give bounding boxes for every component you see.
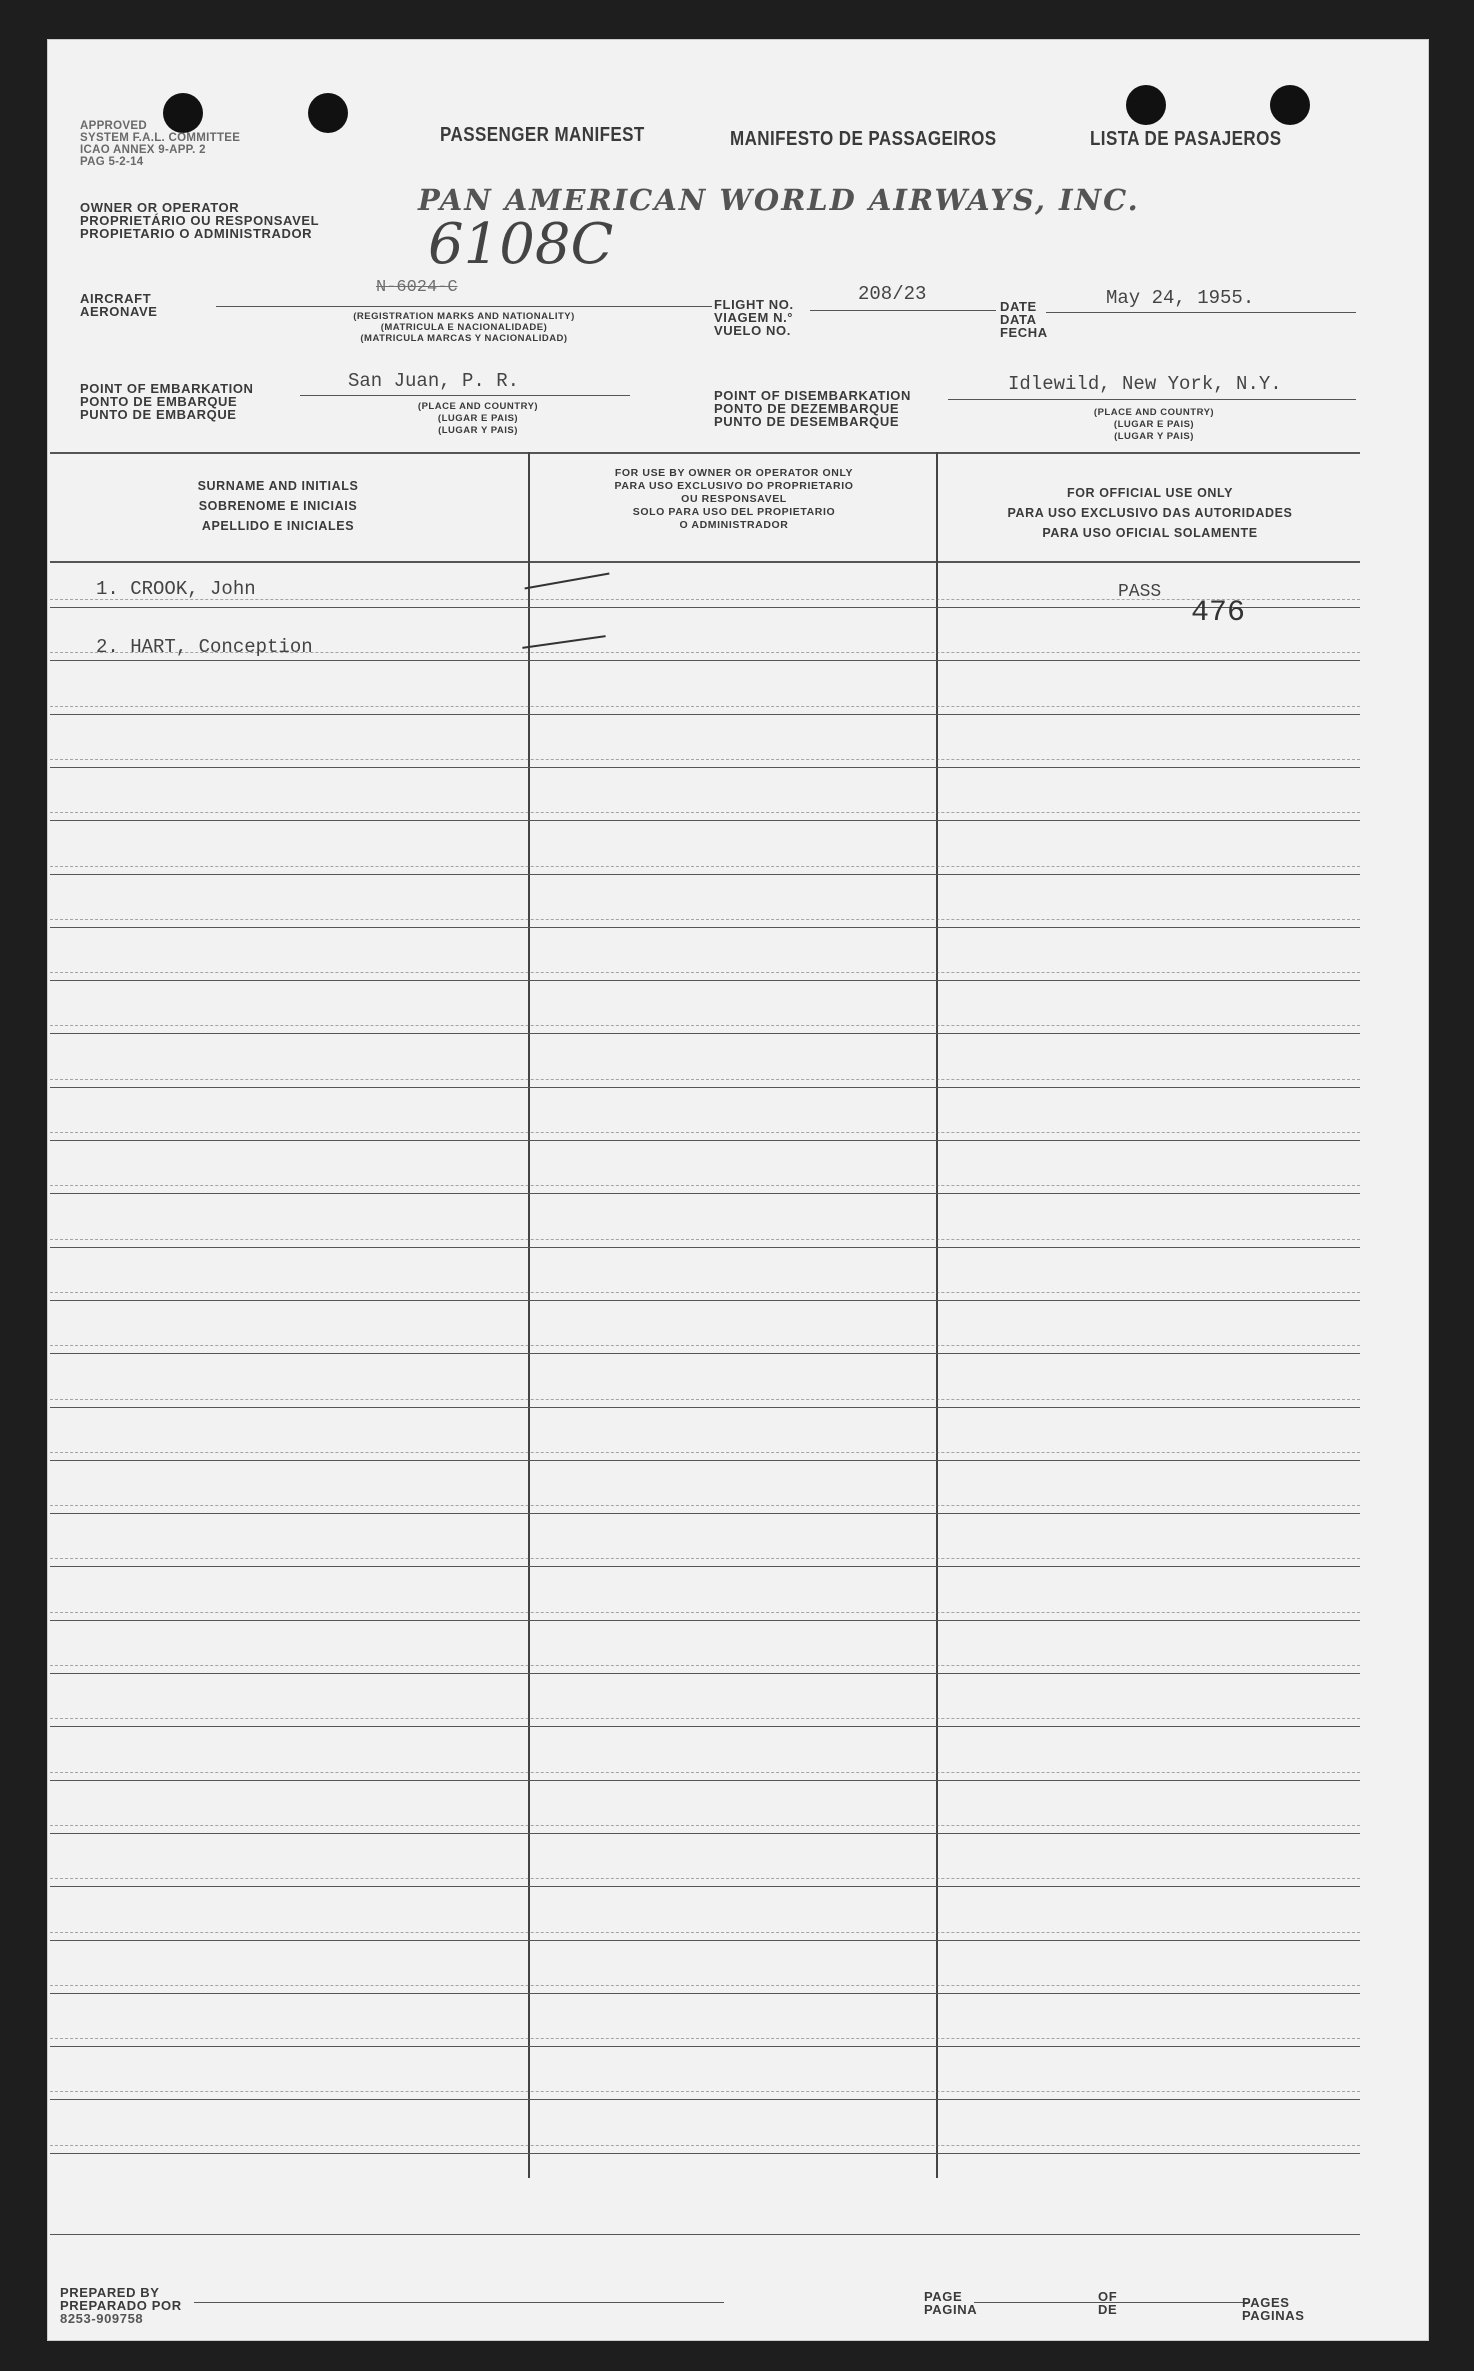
- footer-rule: [50, 2234, 1360, 2235]
- row-subrule: [50, 812, 1360, 813]
- row-subrule: [50, 1399, 1360, 1400]
- row-subrule: [50, 1079, 1360, 1080]
- title-spanish: LISTA DE PASAJEROS: [1090, 128, 1282, 150]
- owner-label-en: OWNER OR OPERATOR: [80, 200, 240, 215]
- flight-label-es: VUELO NO.: [714, 323, 791, 338]
- flight-value: 208/23: [858, 283, 927, 305]
- row-rule: [50, 1140, 1360, 1141]
- passenger-entry-1: 1. CROOK, John: [96, 578, 256, 600]
- row-rule: [50, 607, 1360, 608]
- row-rule: [50, 1247, 1360, 1248]
- aircraft-typed-value: N-6024-C: [376, 278, 458, 297]
- col1-header-pt: SOBRENOME E INICIAIS: [198, 499, 358, 513]
- row-subrule: [50, 1185, 1360, 1186]
- row-rule: [50, 927, 1360, 928]
- title-portuguese: MANIFESTO DE PASSAGEIROS: [730, 128, 997, 150]
- row-rule: [50, 1460, 1360, 1461]
- embarkation-label-en: POINT OF EMBARKATION: [80, 381, 254, 396]
- row-rule: [50, 2046, 1360, 2047]
- aircraft-sub-2: (MATRICULA E NACIONALIDADE): [380, 322, 548, 333]
- aircraft-sub-3: (MATRICULA MARCAS Y NACIONALIDAD): [360, 333, 568, 344]
- row-rule: [50, 2099, 1360, 2100]
- row-rule: [50, 714, 1360, 715]
- row-subrule: [50, 1292, 1360, 1293]
- row-subrule: [50, 1985, 1360, 1986]
- owner-label-pt: PROPRIETÁRIO OU RESPONSAVEL: [80, 213, 320, 228]
- page-label-en: PAGE: [924, 2289, 963, 2304]
- row-rule: [50, 1353, 1360, 1354]
- row-subrule: [50, 2091, 1360, 2092]
- row-rule: [50, 1033, 1360, 1034]
- owner-label-es: PROPIETARIO O ADMINISTRADOR: [80, 226, 313, 241]
- prepared-label-en: PREPARED BY: [60, 2285, 160, 2300]
- row-subrule: [50, 1025, 1360, 1026]
- disembarkation-value: Idlewild, New York, N.Y.: [1008, 373, 1282, 395]
- row-subrule: [50, 1505, 1360, 1506]
- check-mark-2: [522, 635, 605, 649]
- table-top-rule: [50, 452, 1360, 454]
- embarkation-sub-2: (LUGAR E PAIS): [437, 413, 519, 424]
- col1-header-en: SURNAME AND INITIALS: [197, 479, 359, 493]
- prepared-rule: [194, 2302, 724, 2303]
- aircraft-rule: [216, 306, 712, 307]
- row-subrule: [50, 919, 1360, 920]
- row-subrule: [50, 2038, 1360, 2039]
- disembarkation-label-en: POINT OF DISEMBARKATION: [714, 388, 911, 403]
- row-subrule: [50, 1932, 1360, 1933]
- date-label-es: FECHA: [1000, 325, 1048, 340]
- of-label-es: DE: [1098, 2302, 1118, 2317]
- form-number: 8253-909758: [60, 2311, 144, 2326]
- row-rule: [50, 660, 1360, 661]
- column-divider-1: [528, 452, 530, 2178]
- embarkation-rule: [300, 395, 630, 396]
- row-subrule: [50, 1132, 1360, 1133]
- row-rule: [50, 767, 1360, 768]
- manifest-sheet: [48, 40, 1428, 2340]
- punch-hole-right-2: [1270, 85, 1310, 125]
- col2-header-en: FOR USE BY OWNER OR OPERATOR ONLY: [614, 467, 854, 479]
- row-rule: [50, 2153, 1360, 2154]
- column-divider-2: [936, 452, 938, 2178]
- pages-label-es: PAGINAS: [1242, 2308, 1305, 2323]
- punch-hole-left-2: [308, 93, 348, 133]
- row-subrule: [50, 706, 1360, 707]
- row-subrule: [50, 2145, 1360, 2146]
- check-mark-1: [524, 573, 609, 590]
- disembarkation-sub-3: (LUGAR Y PAIS): [1114, 431, 1194, 442]
- col2-header-es2: O ADMINISTRADOR: [679, 519, 789, 531]
- aircraft-handwritten-value: 6108C: [428, 212, 614, 277]
- official-stamp: PASS: [1118, 582, 1162, 602]
- header-bottom-rule: [50, 561, 1360, 563]
- row-subrule: [50, 1878, 1360, 1879]
- row-subrule: [50, 1665, 1360, 1666]
- punch-hole-left-1: [163, 93, 203, 133]
- embarkation-sub-3: (LUGAR Y PAIS): [438, 425, 518, 436]
- embarkation-value: San Juan, P. R.: [348, 370, 520, 392]
- row-subrule: [50, 1612, 1360, 1613]
- disembarkation-sub-1: (PLACE AND COUNTRY): [1093, 407, 1215, 418]
- row-rule: [50, 874, 1360, 875]
- row-subrule: [50, 1718, 1360, 1719]
- row-rule: [50, 1886, 1360, 1887]
- disembarkation-label-es: PUNTO DE DESEMBARQUE: [714, 414, 900, 429]
- disembarkation-label-pt: PONTO DE DEZEMBARQUE: [714, 401, 900, 416]
- row-rule: [50, 1513, 1360, 1514]
- embarkation-sub-1: (PLACE AND COUNTRY): [417, 401, 539, 412]
- date-label-en: DATE: [1000, 299, 1037, 314]
- embarkation-label-pt: PONTO DE EMBARQUE: [80, 394, 238, 409]
- col2-header-pt: PARA USO EXCLUSIVO DO PROPRIETARIO: [614, 480, 854, 492]
- row-subrule: [50, 1558, 1360, 1559]
- row-rule: [50, 1673, 1360, 1674]
- row-subrule: [50, 1825, 1360, 1826]
- col3-header-en: FOR OFFICIAL USE ONLY: [1066, 486, 1234, 500]
- row-rule: [50, 1087, 1360, 1088]
- row-rule: [50, 1833, 1360, 1834]
- of-rule: [1130, 2302, 1250, 2303]
- row-rule: [50, 980, 1360, 981]
- col3-header-pt: PARA USO EXCLUSIVO DAS AUTORIDADES: [1007, 506, 1293, 520]
- row-rule: [50, 1300, 1360, 1301]
- official-number: 476: [1191, 596, 1246, 630]
- approval-line-3: ICAO ANNEX 9-APP. 2: [80, 144, 206, 156]
- row-subrule: [50, 866, 1360, 867]
- punch-hole-right-1: [1126, 85, 1166, 125]
- row-rule: [50, 1726, 1360, 1727]
- row-rule: [50, 1566, 1360, 1567]
- row-rule: [50, 1620, 1360, 1621]
- aircraft-label-en: AIRCRAFT: [80, 291, 152, 306]
- row-rule: [50, 1993, 1360, 1994]
- disembarkation-rule: [948, 399, 1356, 400]
- row-subrule: [50, 1772, 1360, 1773]
- date-rule: [1046, 312, 1356, 313]
- pages-label-en: PAGES: [1242, 2295, 1290, 2310]
- disembarkation-sub-2: (LUGAR E PAIS): [1113, 419, 1195, 430]
- flight-label-pt: VIAGEM N.°: [714, 310, 794, 325]
- aircraft-label-pt: AERONAVE: [80, 304, 158, 319]
- page-label-es: PAGINA: [924, 2302, 978, 2317]
- col2-header-es: SOLO PARA USO DEL PROPIETARIO: [632, 506, 836, 518]
- owner-value: PAN AMERICAN WORLD AIRWAYS, INC.: [418, 183, 1140, 217]
- of-label-en: OF: [1098, 2289, 1118, 2304]
- row-subrule: [50, 1239, 1360, 1240]
- row-rule: [50, 820, 1360, 821]
- col1-header-es: APELLIDO E INICIALES: [201, 519, 355, 533]
- approval-line-1: APPROVED: [80, 120, 147, 132]
- row-rule: [50, 1940, 1360, 1941]
- row-rule: [50, 1407, 1360, 1408]
- row-rule: [50, 1780, 1360, 1781]
- row-rule: [50, 1193, 1360, 1194]
- title-english: PASSENGER MANIFEST: [440, 124, 645, 146]
- row-subrule: [50, 1345, 1360, 1346]
- approval-line-2: SYSTEM F.A.L. COMMITTEE: [80, 132, 241, 144]
- row-subrule: [50, 1452, 1360, 1453]
- flight-label-en: FLIGHT NO.: [714, 297, 794, 312]
- col3-header-es: PARA USO OFICIAL SOLAMENTE: [1042, 526, 1258, 540]
- prepared-label-es: PREPARADO POR: [60, 2298, 182, 2313]
- flight-rule: [810, 310, 996, 311]
- row-subrule: [50, 759, 1360, 760]
- date-label-pt: DATA: [1000, 312, 1037, 327]
- date-value: May 24, 1955.: [1106, 287, 1255, 309]
- aircraft-sub-1: (REGISTRATION MARKS AND NATIONALITY): [353, 311, 575, 322]
- row-subrule: [50, 972, 1360, 973]
- col2-header-pt2: OU RESPONSAVEL: [681, 493, 787, 505]
- approval-line-4: PAG 5-2-14: [80, 156, 144, 168]
- passenger-entry-2: 2. HART, Conception: [96, 636, 313, 658]
- embarkation-label-es: PUNTO DE EMBARQUE: [80, 407, 237, 422]
